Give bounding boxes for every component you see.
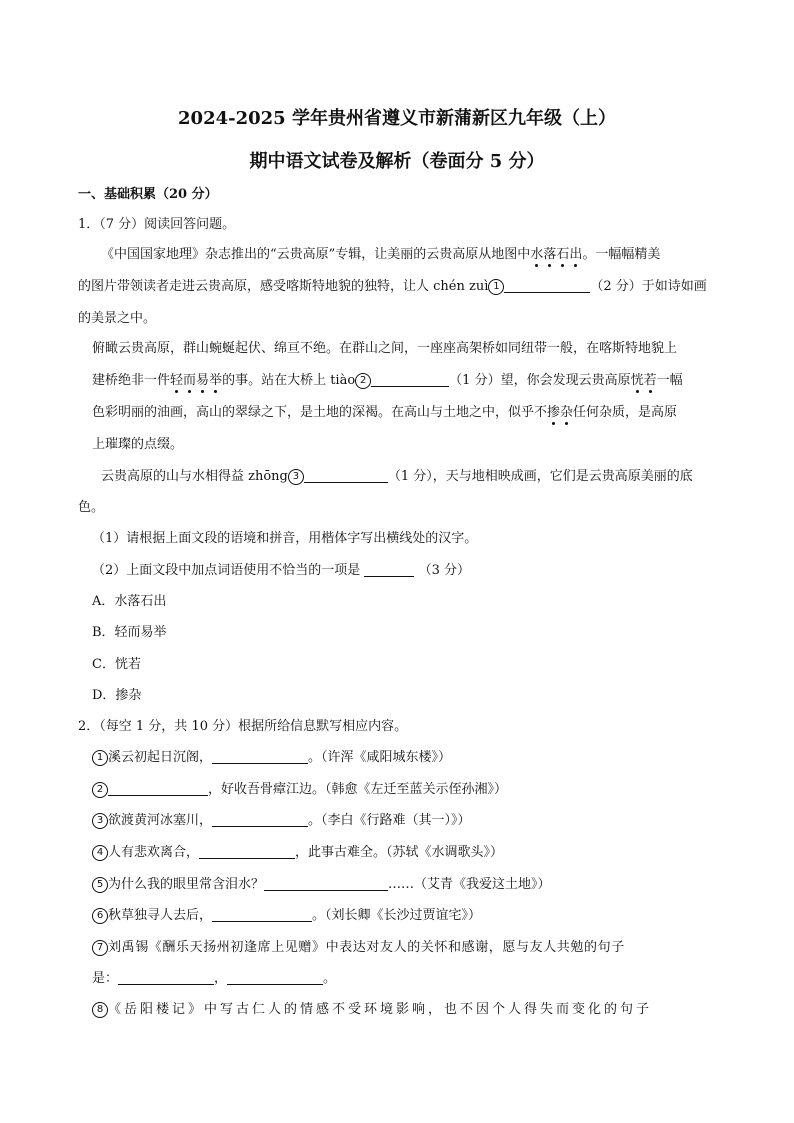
dotted-char: 恍: [630, 373, 644, 388]
q1-para2-line2: 建桥绝非一件轻而易举的事。站在大桥上 tiào 2 （1 分）望，你会发现云贵高原恍若一幅: [92, 373, 683, 388]
recite-blank[interactable]: [118, 970, 214, 985]
answer-blank-3[interactable]: [304, 468, 388, 483]
q2-item-2: 2 ，好收吾骨瘴江边。（韩愈《左迁至蓝关示侄孙湘》）: [92, 781, 507, 799]
dotted-char: 举: [209, 373, 223, 388]
option-c[interactable]: C．恍若: [92, 657, 141, 672]
q1-sub1: （1）请根据上面文段的语境和拼音，用楷体字写出横线处的汉字。: [92, 531, 478, 546]
dotted-char: 掺: [547, 405, 561, 420]
circled-number-3: 3: [288, 469, 304, 485]
section-heading: 一、基础积累（20 分）: [78, 187, 218, 202]
circled-number: 5: [92, 877, 108, 893]
q1-para2-line1: 俯瞰云贵高原，群山蜿蜒起伏、绵亘不绝。在群山之间，一座座高架桥如同纽带一般，在喀斯特地貌上: [92, 341, 678, 356]
answer-blank-choice[interactable]: [364, 562, 414, 577]
dotted-word-4: [547, 405, 573, 420]
q1-para2-line4: 上璀璨的点缀。: [92, 437, 184, 452]
circled-number-1: 1: [488, 279, 504, 295]
dotted-char: 出: [569, 247, 583, 262]
q1-para3-line2: 色。: [78, 500, 105, 515]
circled-number: 2: [92, 782, 108, 798]
q1-para1-line3: 的美景之中。: [78, 311, 157, 326]
circled-number: 1: [92, 750, 108, 766]
q2-item-4: 4 人有悲欢离合， ，此事古难全。（苏轼《水调歌头》）: [92, 844, 503, 862]
dotted-char: 杂: [560, 405, 574, 420]
q1-para1-line2: 的图片带领读者走进云贵高原，感受喀斯特地貌的独特，让人 chén zuì 1 （2 分）于如诗如画: [78, 279, 707, 294]
q1-para2-line3: 色彩明丽的油画，高山的翠绿之下，是土地的深褐。在高山与土地之中，似乎不掺杂任何杂质，是高原: [92, 405, 678, 420]
circled-number: 8: [92, 1002, 108, 1018]
q2-item-5: 5 为什么我的眼里常含泪水？ ……（艾青《我爱这土地》）: [92, 876, 551, 894]
dotted-char: 若: [643, 373, 657, 388]
recite-blank[interactable]: [264, 876, 388, 891]
recite-blank[interactable]: [108, 781, 208, 796]
dotted-word-1: [530, 247, 582, 262]
answer-blank-1[interactable]: [504, 278, 590, 293]
recite-blank[interactable]: [212, 907, 312, 922]
circled-number: 3: [92, 813, 108, 829]
dotted-word-2: [170, 373, 222, 388]
dotted-char: 而: [183, 373, 197, 388]
q2-item-6: 6 秋草独寻人去后， 。（刘长卿《长沙过贾谊宅》）: [92, 907, 481, 925]
q1-para1-line1: 《中国国家地理》杂志推出的“云贵高原”专辑，让美丽的云贵高原从地图中水落石出。一幅幅精美: [101, 247, 661, 262]
q2-item-7-line1: 7 刘禹锡《酬乐天扬州初逢席上见赠》中表达对友人的关怀和感谢，愿与友人共勉的句子: [92, 939, 625, 957]
option-a[interactable]: A．水落石出: [92, 594, 167, 609]
circled-number: 4: [92, 845, 108, 861]
q1-heading: 1．（7 分）阅读回答问题。: [78, 217, 236, 232]
circled-number-2: 2: [355, 373, 371, 389]
dotted-char: 石: [556, 247, 570, 262]
dotted-char: 轻: [170, 373, 184, 388]
q1-para3-line1: 云贵高原的山与水相得益 zhōng 3 （1 分），天与地相映成画，它们是云贵高原美丽的底: [101, 469, 693, 484]
q2-heading: 2．（每空 1 分，共 10 分）根据所给信息默写相应内容。: [78, 719, 408, 734]
dotted-char: 落: [543, 247, 557, 262]
answer-blank-2[interactable]: [371, 372, 449, 387]
recite-blank[interactable]: [212, 749, 308, 764]
title-line-1: 2024-2025 学年贵州省遵义市新蒲新区九年级（上）: [178, 108, 616, 129]
option-b[interactable]: B．轻而易举: [92, 625, 167, 640]
title-line-2: 期中语文试卷及解析（卷面分 5 分）: [249, 151, 545, 172]
circled-number: 7: [92, 940, 108, 956]
dotted-char: 水: [530, 247, 544, 262]
dotted-char: 易: [196, 373, 210, 388]
q2-item-7-line2: 是： ， 。: [92, 971, 337, 986]
option-d[interactable]: D．掺杂: [92, 688, 142, 703]
circled-number: 6: [92, 908, 108, 924]
q2-item-1: 1 溪云初起日沉阁， 。（许浑《咸阳城东楼》）: [92, 749, 451, 767]
q2-item-8-line1: 8 《岳阳楼记》中写古仁人的情感不受环境影响，也不因个人得失而变化的句子: [92, 1001, 652, 1019]
q2-item-3: 3 欲渡黄河冰塞川， 。（李白《行路难（其一）》）: [92, 812, 471, 830]
recite-blank[interactable]: [199, 844, 295, 859]
q1-sub2: （2）上面文段中加点词语使用不恰当的一项是 （3 分）: [92, 563, 470, 578]
dotted-word-3: [631, 373, 657, 388]
recite-blank[interactable]: [227, 970, 323, 985]
recite-blank[interactable]: [212, 812, 308, 827]
